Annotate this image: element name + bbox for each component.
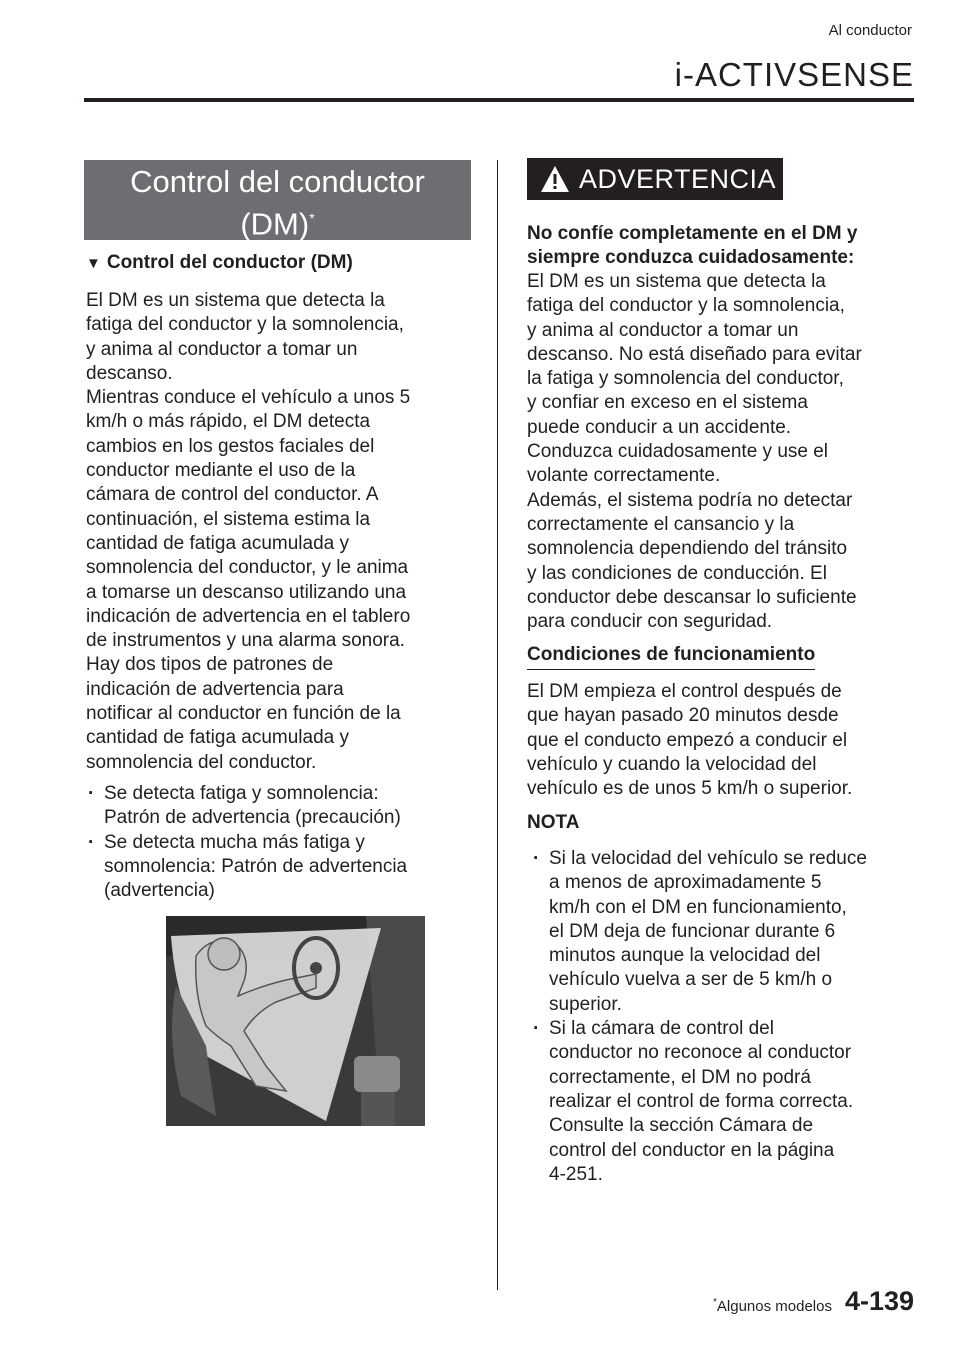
header-rule (84, 98, 914, 102)
header-chapter-title: i-ACTIVSENSE (674, 56, 914, 93)
warning-body-text: El DM es un sistema que detecta la fatiga del conductor y la somnolencia, y anima al conductor a tomar un descanso. No está diseñado para evitar la fatiga y somnolencia del conductor, y confiar en exceso en el sistema puede conducir a un accidente. Conduzca cuidadosamente y use el volante correctamente. Además, el sistema podría no detectar correctamente el cansancio y la somnolencia dependiendo del tránsito y las condiciones de conducción. El conductor debe descansar lo suficiente para conducir con seguridad. (527, 271, 862, 633)
section-title-line1: Control del conductor (130, 164, 425, 199)
conditions-heading: Condiciones de funcionamiento (527, 644, 815, 670)
subheading (86, 252, 353, 274)
section-title-box (84, 160, 471, 240)
warning-triangle-icon (539, 164, 571, 194)
column-divider (497, 160, 498, 1290)
warning-banner (527, 158, 783, 200)
driver-monitoring-illustration (166, 916, 425, 1126)
triangle-down-icon: ▼ (86, 255, 101, 272)
page-number: 4-139 (844, 1286, 914, 1316)
list-item: · Si la velocidad del vehículo se reduce a menos de aproximadamente 5 km/h con el DM en funcionamiento, el DM deja de funcionar durante 6 minutos aunque la velocidad del vehículo vuelva a ser de 5 km/h o superior. (531, 847, 926, 1017)
footer-note: *Algunos modelos (713, 1297, 832, 1315)
nota-list (531, 847, 926, 1187)
conditions-body: El DM empieza el control después de que hayan pasado 20 minutos desde que el conducto empezó a conducir el vehículo y cuando la velocidad del vehículo es de unos 5 km/h o superior. (527, 681, 853, 800)
header-section-label: Al conductor (828, 22, 912, 39)
warning-label: ADVERTENCIA (579, 163, 777, 194)
list-item: · Si la cámara de control del conductor no reconoce al conductor correctamente, el DM no podrá realizar el control de forma correcta. Consulte la sección Cámara de control del conductor en la página 4-251. (531, 1017, 926, 1187)
nota-heading: NOTA (527, 812, 580, 833)
subheading-text: Control del conductor (DM) (106, 252, 353, 273)
list-item: · Se detecta mucha más fatiga y somnolencia: Patrón de advertencia (advertencia) (86, 831, 481, 904)
section-title-line2: (DM)* (240, 206, 315, 242)
warning-bold-text: No confíe completamente en el DM y siempre conduzca cuidadosamente: (527, 223, 858, 269)
left-paragraph: El DM es un sistema que detecta la fatiga del conductor y la somnolencia, y anima al conductor a tomar un descanso. Mientras conduce el vehículo a unos 5 km/h o más rápido, el DM detecta cambios en los gestos faciales del conductor mediante el uso de la cámara de control del conductor. A continuación, el sistema estima la cantidad de fatiga acumulada y somnolencia del conductor, y le anima a tomarse un descanso utilizando una indicación de advertencia en el tablero de instrumentos y una alarma sonora. Hay dos tipos de patrones de indicación de advertencia para notificar al conductor en función de la cantidad de fatiga acumulada y somnolencia del conductor. (86, 290, 411, 773)
footer-asterisk: * (713, 1297, 717, 1308)
list-item: · Se detecta fatiga y somnolencia: Patrón de advertencia (precaución) (86, 782, 481, 831)
left-bullet-list (86, 782, 481, 903)
title-asterisk: * (309, 210, 315, 226)
